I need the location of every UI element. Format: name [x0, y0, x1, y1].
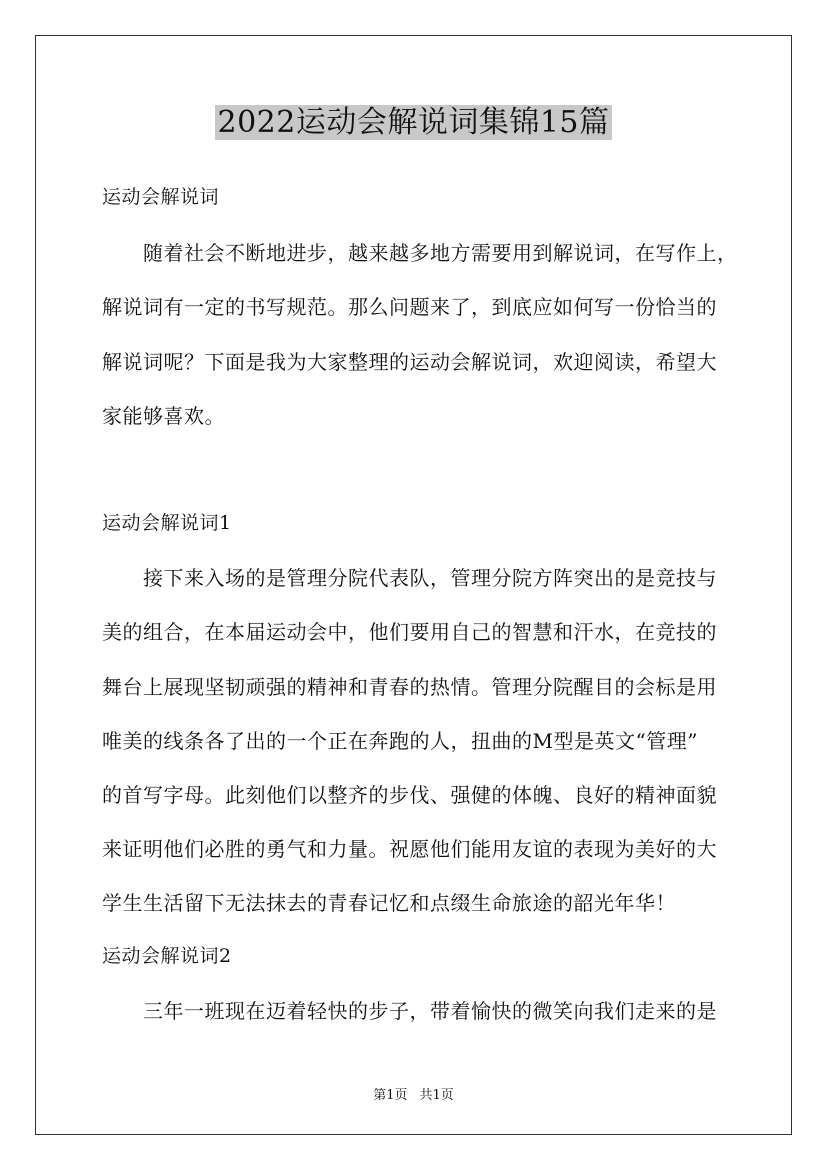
- paragraph-line: 美的组合，在本届运动会中，他们要用自己的智慧和汗水，在竞技的: [102, 620, 717, 644]
- page-total: 共1页: [419, 1088, 454, 1103]
- paragraph-line: 舞台上展现坚韧顽强的精神和青春的热情。管理分院醒目的会标是用: [102, 675, 717, 699]
- document-title: 2022运动会解说词集锦15篇: [217, 105, 610, 140]
- paragraph-line: 解说词有一定的书写规范。那么问题来了，到底应如何写一份恰当的: [102, 295, 717, 319]
- paragraph-line: 来证明他们必胜的勇气和力量。祝愿他们能用友谊的表现为美好的大: [102, 837, 717, 861]
- page-footer: [0, 1084, 827, 1103]
- document-title-row: [0, 102, 827, 144]
- paragraph-line: 唯美的线条各了出的一个正在奔跑的人，扭曲的M型是英文“管理”: [102, 729, 698, 753]
- paragraph-line: 随着社会不断地进步，越来越多地方需要用到解说词，在写作上，: [102, 241, 738, 265]
- page-number: 第1页: [373, 1088, 408, 1103]
- section-heading: 运动会解说词2: [102, 945, 232, 967]
- paragraph-line: 学生生活留下无法抹去的青春记忆和点缀生命旅途的韶光年华！: [102, 891, 676, 915]
- paragraph-line: 的首写字母。此刻他们以整齐的步伐、强健的体魄、良好的精神面貌: [102, 783, 717, 807]
- paragraph-line: 解说词呢？下面是我为大家整理的运动会解说词，欢迎阅读，希望大: [102, 350, 717, 374]
- paragraph-line: 家能够喜欢。: [102, 404, 225, 428]
- section-heading: 运动会解说词1: [102, 512, 232, 534]
- paragraph-line: 接下来入场的是管理分院代表队，管理分院方阵突出的是竞技与: [102, 566, 717, 590]
- paragraph-line: 三年一班现在迈着轻快的步子，带着愉快的微笑向我们走来的是: [102, 999, 717, 1023]
- section-heading: 运动会解说词: [102, 186, 220, 208]
